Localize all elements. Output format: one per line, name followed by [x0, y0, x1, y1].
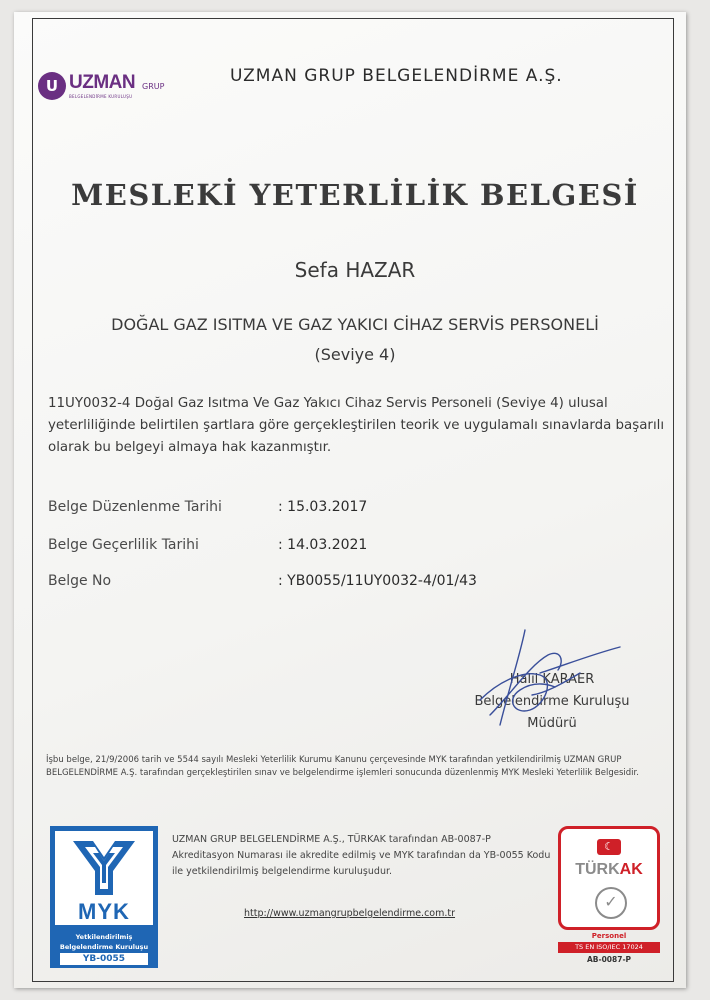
myk-y-emblem-icon: [69, 837, 139, 897]
profession-title: DOĞAL GAZ ISITMA VE GAZ YAKICI CİHAZ SERVİS PERSONELİ: [111, 315, 599, 334]
turkak-number: AB-0087-P: [586, 955, 632, 964]
crescent-star-icon: ☾: [597, 839, 621, 855]
myk-line2: Belgelendirme Kuruluşu: [59, 943, 149, 951]
logo-tagline: BELGELENDİRME KURULUŞU: [69, 94, 133, 99]
issue-date-label: Belge Düzenlenme Tarihi: [48, 499, 222, 515]
holder-name: Sefa HAZAR: [294, 258, 416, 282]
document-title: MESLEKİ YETERLİLİK BELGESİ: [71, 178, 639, 212]
turkak-standard: TS EN ISO/IEC 17024: [558, 942, 660, 953]
website-link[interactable]: http://www.uzmangrupbelgelendirme.com.tr: [244, 908, 456, 919]
check-circle-icon: ✓: [595, 887, 627, 919]
logo-suffix: GRUP: [142, 82, 165, 91]
myk-line1: Yetkilendirilmiş: [75, 933, 133, 941]
signatory-title-2: Müdürü: [527, 716, 577, 731]
signatory-name: Halil KARAER: [509, 672, 595, 687]
uzman-grup-logo: [38, 70, 168, 108]
turkak-badge: [558, 826, 660, 972]
certificate-number-value: : YB0055/11UY0032-4/01/43: [278, 573, 477, 589]
company-header: UZMAN GRUP BELGELENDİRME A.Ş.: [230, 66, 563, 86]
logo-name: UZMAN: [69, 72, 136, 93]
logo-mark-icon: U: [38, 72, 66, 100]
turkak-name: TÜRKAK: [575, 861, 643, 878]
myk-badge: [50, 826, 158, 968]
certificate-number-label: Belge No: [48, 573, 112, 589]
certification-statement: 11UY0032-4 Doğal Gaz Isıtma Ve Gaz Yakıcı Cihaz Servis Personeli (Seviye 4) ulusal yeterliliğinde belirtilen şartlara göre gerçekleştirilen teorik ve uygulamalı sınavlarda başarılı olarak bu belgeyi almaya hak kazanmıştır.: [48, 396, 665, 455]
signatory-title-1: Belgelendirme Kuruluşu: [474, 694, 630, 709]
handwritten-signature: [470, 625, 630, 735]
myk-number: YB-0055: [60, 953, 148, 965]
myk-name: MYK: [78, 899, 130, 924]
issue-date-value: : 15.03.2017: [278, 499, 368, 515]
profession-level: (Seviye 4): [314, 345, 396, 364]
validity-date-value: : 14.03.2021: [278, 537, 368, 553]
legal-notice: İşbu belge, 21/9/2006 tarih ve 5544 sayılı Mesleki Yeterlilik Kurumu Kanunu çerçevesinde MYK tarafından yetkilendirilmiş UZMAN GRUP BELGELENDİRME A.Ş. tarafından gerçekleştirilen sınav ve belgelendirme işlemleri sonucunda düzenlenmiş MYK Mesleki Yeterlilik Belgesidir.: [46, 755, 639, 778]
turkak-category: Personel: [591, 932, 627, 940]
accreditation-text: UZMAN GRUP BELGELENDİRME A.Ş., TÜRKAK tarafından AB-0087-P Akreditasyon Numarası ile akredite edilmiş ve MYK tarafından da YB-0055 Kodu ile yetkilendirilmiş belgelendirme kuruluşudur.: [172, 834, 551, 877]
validity-date-label: Belge Geçerlilik Tarihi: [48, 537, 199, 553]
